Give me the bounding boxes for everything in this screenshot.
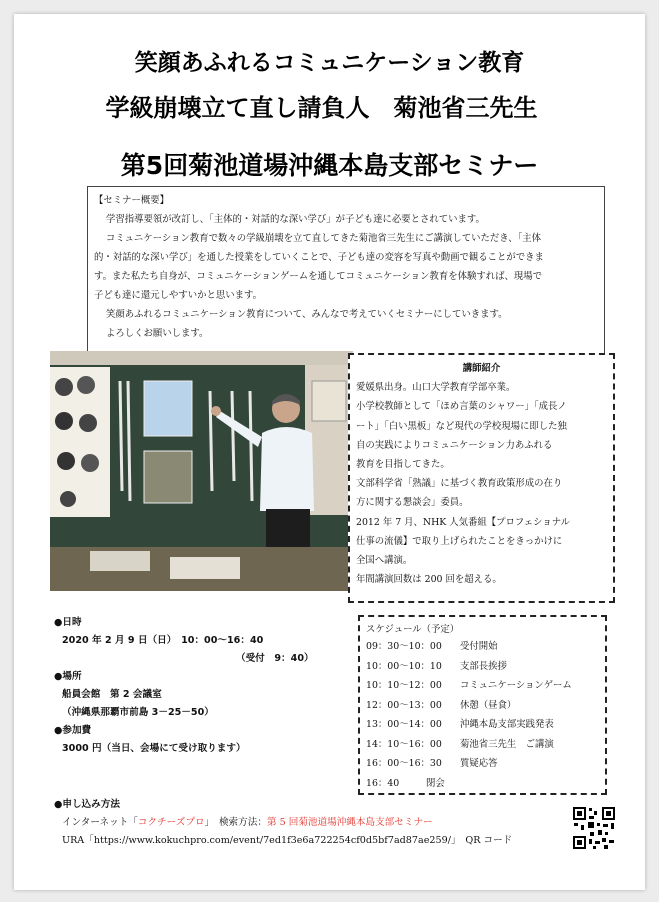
speaker-profile-box (348, 353, 615, 603)
summary-line: コミュニケーション教育で数々の学級崩壊を立て直してきた菊池省三先生にご講演していただき、「主体 (106, 233, 541, 244)
schedule-row (366, 716, 599, 736)
seminar-summary-box (87, 186, 605, 357)
date-label: ●日時 (54, 617, 82, 628)
profile-line: 2012 年 7 月、NHK 人気番組【プロフェショナル (356, 516, 571, 528)
title-line-1: 笑顔あふれるコミュニケーション教育 (134, 50, 525, 76)
reception-time: （受付 9：40） (236, 653, 314, 664)
schedule-row (366, 775, 599, 795)
schedule-row (366, 736, 599, 756)
schedule-time: 12：00～13：00 (366, 699, 442, 711)
schedule-item: 支部長挨拶 (460, 660, 507, 672)
teacher-at-blackboard-illustration (50, 351, 353, 591)
schedule-time: 10：10～12：00 (366, 680, 442, 691)
summary-line: よろしくお願いします。 (106, 328, 209, 339)
schedule-row (366, 697, 599, 717)
fee-label: ●参加費 (54, 725, 92, 736)
event-info (54, 614, 374, 758)
profile-line: 教育を目指してきた。 (356, 459, 450, 471)
summary-line: 的・対話的な深い学び」を通した授業をしていくことで、子ども達の変容を写真や動画で観ることができま (94, 252, 544, 263)
internet-line (54, 814, 574, 832)
profile-line: 方に関する懇談会」委員。 (356, 497, 469, 509)
title-line-3: 第5回菊池道場沖縄本島支部セミナー (120, 151, 539, 180)
profile-line: 全国へ講演。 (356, 555, 413, 567)
schedule-item: 閉会 (426, 777, 445, 789)
profile-line: 仕事の流儀】で取り上げられたことをきっかけに (356, 535, 563, 547)
internet-suffix: 」 検索方法： (204, 817, 267, 828)
profile-line: 小学校教師として「ほめ言葉のシャワー」「成長ノ (356, 401, 567, 413)
schedule-time: 09：30～10：00 (366, 641, 442, 652)
flyer-page (14, 14, 645, 890)
fee-value: 3000 円（当日、会場にて受け取ります） (62, 743, 246, 754)
profile-line: 愛媛県出身。山口大学教育学部卒業。 (356, 382, 516, 394)
schedule-time: 16：00～16：30 (366, 758, 442, 769)
schedule-item: 沖縄本島支部実践発表 (460, 719, 554, 730)
application-info (54, 796, 574, 850)
place-address: （沖縄県那覇市前島 3－25－50） (62, 707, 214, 718)
schedule-time: 10：00～10：10 (366, 660, 442, 672)
profile-line: 自の実践によりコミュニケーション力あふれる (356, 439, 553, 451)
kokuchpro-link[interactable]: コクチーズプロ (137, 817, 205, 828)
search-term: 第 5 回菊池道場沖縄本島支部セミナー (266, 817, 433, 828)
summary-line: 学習指導要領が改訂し、「主体的・対話的な深い学び」が子ども達に必要とされています。 (106, 214, 485, 225)
event-url[interactable]: URA「https://www.kokuchpro.com/event/7ed1f3e6a722254cf0d5bf7ad87ae259/」 QR コード (62, 835, 513, 846)
qr-code[interactable] (572, 806, 616, 850)
schedule-row (366, 677, 599, 697)
schedule-item: コミュニケーションゲーム (460, 680, 572, 691)
summary-line: す。また私たち自身が、コミュニケーションゲームを通してコミュニケーション教育を体験すれば、現場で (94, 271, 542, 282)
schedule-heading: スケジュール（予定） (366, 624, 460, 635)
schedule-box (358, 615, 607, 795)
schedule-time: 13：00～14：00 (366, 719, 442, 730)
schedule-item: 菊池省三先生 ご講演 (460, 738, 554, 750)
schedule-row (366, 658, 599, 678)
schedule-item: 質疑応答 (460, 758, 498, 769)
profile-line: 年間講演回数は 200 回を超える。 (356, 574, 502, 586)
classroom-photo (50, 351, 353, 591)
schedule-time: 14：10～16：00 (366, 738, 442, 750)
profile-line: ート」「白い黒板」など現代の学校現場に即した独 (356, 420, 567, 432)
date-value: 2020 年 2 月 9 日（日） 10：00～16：40 (62, 635, 264, 646)
schedule-item: 受付開始 (460, 641, 498, 652)
place-name: 船員会館 第 2 会議室 (62, 689, 162, 700)
schedule-time: 16：40 (366, 777, 400, 789)
summary-heading: 【セミナー概要】 (94, 195, 170, 206)
profile-heading: 講師紹介 (462, 363, 501, 374)
title-line-2: 学級崩壊立て直し請負人 菊池省三先生 (105, 94, 538, 122)
internet-prefix: インターネット「 (62, 817, 138, 828)
schedule-row (366, 755, 599, 775)
summary-line: 笑顔あふれるコミュニケーション教育について、みんなで考えていくセミナーにしていきます。 (106, 309, 508, 320)
place-label: ●場所 (54, 671, 82, 682)
profile-line: 文部科学省「熟議」に基づく教育政策形成の在り (356, 478, 563, 490)
qr-code-icon (572, 806, 616, 850)
apply-label: ●申し込み方法 (54, 799, 120, 810)
schedule-row (366, 638, 599, 658)
summary-line: 子ども達に還元しやすいかと思います。 (94, 290, 263, 301)
schedule-item: 休憩（昼食） (460, 699, 517, 711)
